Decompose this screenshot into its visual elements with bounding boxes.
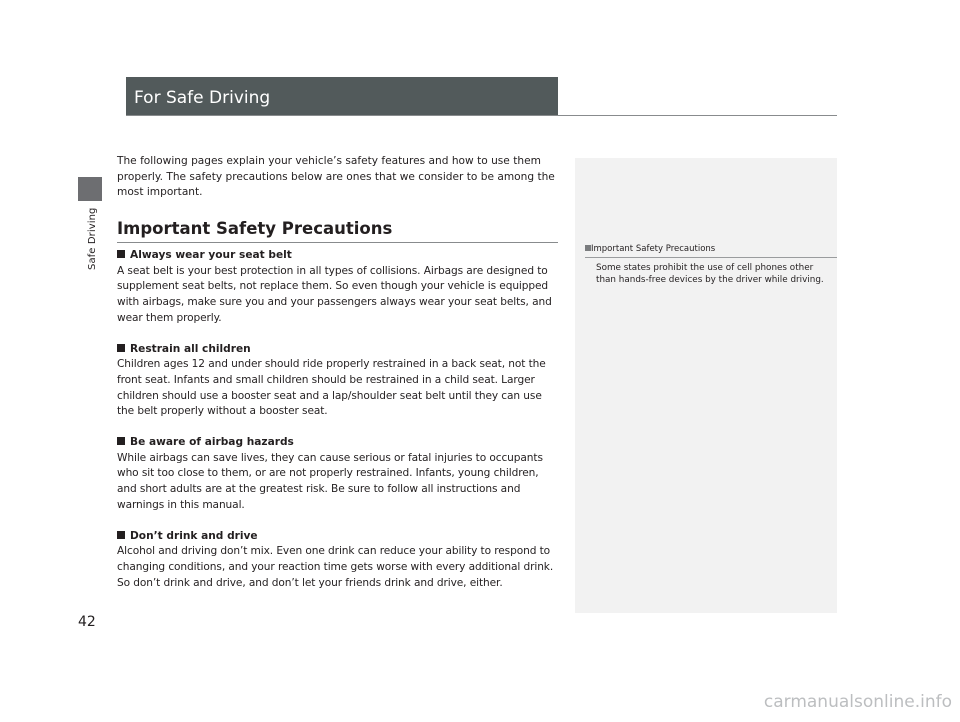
side-note-body: Some states prohibit the use of cell phones other than hands-free devices by the driver while driving. [596, 263, 824, 285]
precaution-heading [117, 529, 561, 545]
watermark: carmanualsonline.info [763, 692, 952, 712]
page-number: 42 [78, 614, 96, 630]
section-divider [117, 242, 558, 243]
precaution-body: A seat belt is your best protection in all types of collisions. Airbags are designed to supplement seat belts, not replace them. So even though your vehicle is equipped with airbags, make sure you and your passengers always wear your seat belts, and wear them properly. [117, 264, 552, 324]
precaution-heading [117, 435, 561, 451]
precaution-item [117, 248, 561, 327]
side-note-panel [575, 158, 837, 613]
square-bullet-icon [117, 437, 125, 445]
precaution-body: Children ages 12 and under should ride properly restrained in a back seat, not the front seat. Infants and small children should be restrained in a child seat. Larger children should use a booster seat and a lap/shoulder seat belt until they can use the belt properly without a booster seat. [117, 358, 546, 418]
precaution-body: Alcohol and driving don’t mix. Even one drink can reduce your ability to respond to changing conditions, and your reaction time gets worse with every additional drink. So don’t drink and drive, and don’t let your friends drink and drive, either. [117, 545, 554, 589]
precaution-item [117, 529, 561, 592]
precaution-heading [117, 248, 561, 264]
side-note-title: Important Safety Precautions [591, 244, 716, 254]
square-bullet-icon [117, 531, 125, 539]
precaution-heading-text: Be aware of airbag hazards [130, 436, 294, 449]
precaution-heading [117, 342, 561, 358]
precaution-body: While airbags can save lives, they can cause serious or fatal injuries to occupants who sit too close to them, or are not properly restrained. Infants, young children, and short adults are at the greatest risk. Be sure to follow all instructions and warnings in this manual. [117, 451, 543, 511]
intro-paragraph: The following pages explain your vehicle’s safety features and how to use them properly. The safety precautions below are ones that we consider to be among the most important. [117, 155, 555, 199]
side-note-heading [585, 244, 837, 258]
chapter-title: For Safe Driving [134, 88, 271, 108]
precaution-list [117, 248, 561, 606]
square-bullet-icon [117, 344, 125, 352]
precaution-heading-text: Always wear your seat belt [130, 249, 292, 261]
section-side-label-text: Safe Driving [87, 207, 98, 270]
precaution-item [117, 342, 561, 421]
square-bullet-icon [117, 250, 125, 258]
section-title: Important Safety Precautions [117, 219, 393, 238]
precaution-heading-text: Don’t drink and drive [130, 529, 258, 542]
precaution-heading-text: Restrain all children [130, 342, 251, 355]
section-tab-marker [78, 177, 102, 201]
header-divider [126, 115, 837, 116]
section-side-label [87, 200, 101, 280]
precaution-item [117, 435, 561, 514]
